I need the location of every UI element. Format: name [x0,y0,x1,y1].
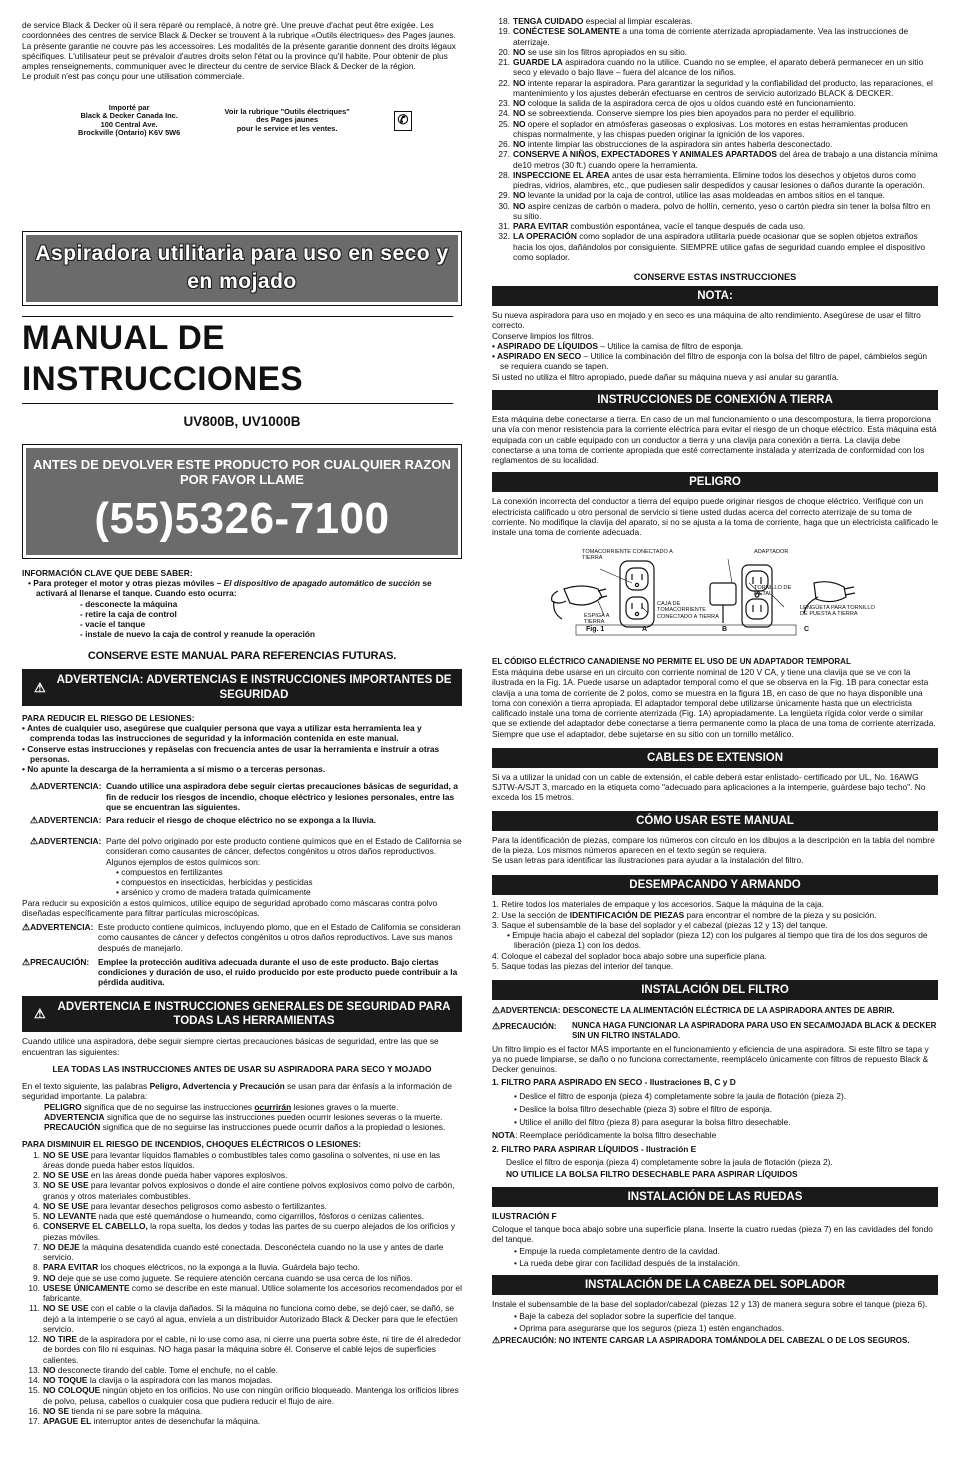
rule-keyword: NO [513,98,526,108]
safety-rule [22,1416,462,1426]
safety-rule [22,1211,462,1221]
warning-triangle-icon: ⚠ [22,922,31,933]
label-tomacorriente: TOMACORRIENTE CONECTADO A TIERRA [582,549,673,562]
unpacking-step: 3. Saque el subensamble de la base del soplador y el cabezal (piezas 12 y 13) del tanque. [492,919,828,930]
signal-words-intro: En el texto siguiente, las palabras Peligro, Advertencia y Precaución se usan para dar énfasis a la información de seguridad importante. La palabra: [22,1081,452,1102]
rule-text: intente limpiar las obstrucciones de la aspiradora sin antes haberla desconectado. [525,139,833,149]
rule-text: intente reparar la aspiradora. Para garantizar la seguridad y la confiabilidad del producto, las reparaciones, el mantenimiento y los ajustes deberán efectuarse en centros de servicio autorizado BLACK & DECKER. [513,77,933,98]
rule-text: para levantar desechos peligrosos como asbesto o fertilizantes. [88,1200,327,1211]
filter-bullet: • Deslice la bolsa filtro desechable (pieza 3) sobre el filtro de esponja. [514,1103,773,1114]
nota-text: Conserve limpios los filtros. [492,330,594,341]
rule-number: 25. [498,118,510,129]
rule-number: 28. [498,169,510,180]
rule-keyword: NO SE USE [43,1200,89,1211]
safety-rule [492,190,938,200]
warning-triangle-icon: ⚠ [492,1021,501,1032]
wheels-text: Coloque el tanque boca abajo sobre una superficie plana. Inserte la cuatro ruedas (pieza 7) en las cavidades del fondo del tanque. [492,1223,933,1244]
warning-triangle-icon: ⚠ [22,956,31,967]
rule-number: 24. [498,108,510,119]
french-paragraph: de service Black & Decker où il sera réparé ou remplacé, à notre gré. Une preuve d'achat peut être exigée. Les coordonnées des centres de service Black & Decker se trouvent à la rubrique «Outils électriques» des Pages jaunes. [22,20,456,41]
rule-text: nada que esté quemándose o humeando, como cigarrillos, fósforos o cenizas calientes. [96,1211,425,1222]
nota-bullet: • ASPIRADO EN SECO – Utilice la combinación del filtro de esponja con la bolsa del filtro de papel, cámbielos según se requiera cuando se tapen. [492,351,928,372]
wheels-subheading: ILUSTRACIÓN F [492,1211,557,1222]
product-title-box [22,231,462,306]
rule-keyword: NO SE USE [43,1303,89,1314]
peligro-definition: PELIGRO significa que de no seguirse las instrucciones ocurrirán lesiones graves o la muerte. [44,1101,399,1112]
how-to-use-text: Para la identificación de piezas, compare los números con círculo en los dibujos a la descripción en la tabla del nombre de la pieza. Los mismos números aparecen en el texto según se requiera. [492,834,935,855]
blower-bullet: • Oprima para asegurarse que los seguros (pieza 1) estén enganchados. [514,1323,785,1334]
rule-keyword: NO [43,1272,56,1283]
advertencia-row [22,836,462,898]
rule-text: levante la unidad por la caja de control, utilice las asas moldeadas en ambos sitios en el tanque. [525,190,885,201]
label-tornillo: TORNILLO DE METAL [754,585,792,598]
rule-text: los choques eléctricos, no la exponga a la lluvia. Guárdela bajo techo. [98,1262,360,1273]
rule-number: 23. [498,98,510,108]
extension-cords-header: CABLES DE EXTENSION [492,748,938,768]
rule-keyword: PARA EVITAR [513,221,569,231]
safety-rules-list [22,1150,462,1427]
filter-bullet: • Deslice el filtro de esponja (pieza 4) completamente sobre la jaula de flotación (pieza 2). [514,1090,847,1101]
importer-block [78,104,412,138]
french-paragraph: La présente garantie ne couvre pas les accessoires. Les modalités de la présente garantie donnent des droits légaux spécifiques. L'utilisateur peut se prévaloir d'autres droits selon l'état ou la province qu'il habite. Pour obtenir de plus amples renseignements, communiquer avec le directeur du centre de service Black & Decker de la région. [22,40,456,71]
peligro-header: PELIGRO [492,472,938,492]
filter-install-header: INSTALACIÓN DEL FILTRO [492,980,938,1000]
key-info-heading: INFORMACIÓN CLAVE QUE DEBE SABER: [22,567,193,578]
unpacking-header: DESEMPACANDO Y ARMANDO [492,875,938,895]
phone-number: (55)5326-7100 [94,493,390,543]
advertencia-text: Este producto contiene químicos, incluyendo plomo, que en el Estado de California se consideran como causantes de cáncer y defectos congénitos u otros daños reproductivos. Lave sus manos después de manejarlo. [98,922,461,953]
filter-text: Deslice el filtro de esponja (pieza 4) completamente sobre la jaula de flotación (pieza 2). [506,1156,833,1167]
nota-text: Si usted no utiliza el filtro apropiado, puede dañar su máquina nueva y así anular su garantía. [492,371,839,382]
rule-number: 7. [33,1241,40,1252]
rule-number: 1. [33,1149,40,1160]
safety-rule [492,231,938,262]
unpacking-step: 1. Retire todos los materiales de empaque y los accesorios. Saque la máquina de la caja. [492,899,824,910]
rule-number: 19. [498,26,510,37]
warning-header-general [22,996,462,1033]
rule-text: opere el soplador en atmósferas gaseosas o explosivas. Los motores en estas herramientas producen chispas normalmente, y las chispas pueden originar la ignición de los vapores. [513,118,908,139]
safety-rule [22,1170,462,1180]
injury-heading: PARA REDUCIR EL RIESGO DE LESIONES: [22,712,195,723]
rule-number: 6. [33,1221,40,1232]
filter-bullet: • Utilice el anillo del filtro (pieza 8) para asegurar la bolsa filtro desechable. [514,1117,791,1128]
safety-rule [492,98,938,108]
rule-keyword: NO [43,1364,56,1375]
rule-keyword: INSPECCIONE EL ÁREA [513,169,610,180]
injury-bullet: • Antes de cualquier uso, asegúrese que cualquier persona que vaya a utilizar esta herramienta lea y comprenda todas las instrucciones de seguridad y la información contenida en este manual. [22,723,422,744]
rule-keyword: NO SE USE [43,1180,89,1191]
safety-rule [22,1273,462,1283]
safety-rule [22,1262,462,1272]
rule-keyword: NO [513,139,526,149]
rule-keyword: NO COLOQUE [43,1385,101,1396]
nota-bullet: • ASPIRADO DE LÍQUIDOS – Utilice la camisa de filtro de esponja. [492,340,744,351]
rule-text: interruptor antes de desenchufar la máquina. [91,1416,261,1427]
safety-rule [22,1303,462,1334]
rule-keyword: NO [513,190,526,201]
rule-number: 4. [33,1200,40,1211]
safety-rule [492,149,938,170]
warning-triangle-icon: ⚠ [30,781,39,792]
voir-line: pour le service et les ventes. [236,123,338,133]
warning-title: ADVERTENCIA: ADVERTENCIAS E INSTRUCCIONES IMPORTANTES DE SEGURIDAD [56,674,452,701]
grounding-text: Esta máquina debe conectarse a tierra. En caso de un mal funcionamiento o una descompostura, la tierra proporciona una vía con menor resistencia para la corriente eléctrica para evitar el riesgo de un choque eléctrico. Esta máquina está equipada con un cable equipado con un conductor a tierra y una clavija para conexión a tierra. La clavija debe conectarse a una toma de corriente apropiada que esté correctamente instalada y aterrizada de conformidad con los reglamentos de su localidad. [492,414,937,465]
rule-text: para levantar líquidos flamables o combustibles tales como gasolina o solventes, ni use en las áreas donde pueda haber estos líquidos. [43,1149,441,1170]
filter-note: NOTA: Reemplace periódicamente la bolsa filtro desechable [492,1130,717,1141]
rule-keyword: CONÉCTESE SOLAMENTE [513,26,621,37]
precaucion-row [22,957,462,988]
safety-rule [492,170,938,191]
yellow-pages-note [225,108,350,134]
key-info-step: - instale de nuevo la caja de control y reanude la operación [80,629,316,640]
rule-number: 8. [33,1262,40,1273]
advertencia-definition: ADVERTENCIA significa que de no seguirse las instrucciones pueden ocurrir lesiones severas o la muerte. [44,1111,443,1122]
label-adaptador: ADAPTADOR [754,549,789,556]
unpacking-step: 2. Use la sección de IDENTIFICACIÓN DE PIEZAS para encontrar el nombre de la pieza y su posición. [492,909,877,920]
rule-keyword: APAGUE EL [43,1416,92,1427]
advertencia-text: Parte del polvo originado por este producto contiene químicos que en el Estado de California se consideran como causantes de cáncer, defectos congénitos u otros daños reproductivos. Algunos ejemplos de estos químicos son: [106,836,462,867]
key-info-step: - desconecte la máquina [80,598,178,609]
blower-precaution: ⚠PRECAUCIÓN: NO INTENTE CARGAR LA ASPIRADORA TOMÁNDOLA DEL CABEZAL O DE LOS SEGUROS. [492,1335,910,1346]
fire-risk-heading: PARA DISMINUIR EL RIESGO DE INCENDIOS, CHOQUES ELÉCTRICOS O LESIONES: [22,1139,362,1150]
safety-rule [22,1334,462,1365]
right-column [492,0,938,1346]
rule-number: 9. [33,1272,40,1283]
rule-text: la clavija o la aspiradora con las manos mojadas. [87,1375,273,1386]
rule-number: 3. [33,1180,40,1191]
rule-number: 30. [498,200,510,211]
safety-rule [492,16,938,26]
rule-number: 17. [28,1416,40,1427]
advertencia-label: ADVERTENCIA: [30,922,94,933]
rule-number: 26. [498,139,510,149]
advertencia-label: ADVERTENCIA: [38,836,102,847]
injury-bullet: • Conserve estas instrucciones y repáselas con frecuencia antes de usar la herramienta e instruir a otras personas. [22,743,440,764]
safety-rule [492,47,938,57]
figure-grounding [492,543,938,647]
blower-text: Instale el subensamble de la base del soplador/cabezal (piezas 12 y 13) de manera segura sobre el tanque (pieza 6). [492,1298,928,1309]
rule-number: 16. [28,1405,40,1416]
nota-header: NOTA: [492,286,938,306]
rule-keyword: NO TOQUE [43,1375,88,1386]
outlet-illustration [492,543,938,647]
filter-warning: ⚠ADVERTENCIA: DESCONECTE LA ALIMENTACIÓN ELÉCTRICA DE LA ASPIRADORA ANTES DE ABRIR. [492,1005,895,1016]
rule-text: ningún objeto en los orificios. No use con ningún orificio bloqueado. Mantenga los orificios libres de polvo, pelusa, cabellos o cualquier cosa que pudiera reducir el flujo de aire. [43,1385,459,1406]
safety-rule [22,1406,462,1416]
filter-warning-text: NO UTILICE LA BOLSA FILTRO DESECHABLE PARA ASPIRAR LÍQUIDOS [506,1169,798,1180]
rule-keyword: NO [513,200,526,211]
safety-rule [492,78,938,99]
rule-keyword: PARA EVITAR [43,1262,99,1273]
safety-rule [492,57,938,78]
french-paragraph: Le produit n'est pas conçu pour une utilisation commerciale. [22,71,245,82]
filter-subheading: 2. FILTRO PARA ASPIRAR LÍQUIDOS - Ilustración E [492,1143,697,1154]
rule-text: se sobreextienda. Conserve siempre los pies bien apoyados para no perder el equilibrio. [525,108,857,119]
rule-text: antes de usar esta herramienta. Elimine todos los desechos y objetos duros como piedras, vidrios, alambres, etc., que pudiesen salir despedidos y causar lesiones o daños durante la operación. [513,169,925,190]
key-info-step: - vacíe el tanque [80,619,146,630]
importer-line: Importé par [108,102,150,112]
advertencia-label: ADVERTENCIA: [38,815,102,826]
safety-rule [22,1180,462,1201]
model-numbers: UV800B, UV1000B [183,413,301,429]
rule-keyword: LA OPERACIÓN [513,231,577,242]
canadian-code-heading: EL CÓDIGO ELÉCTRICO CANADIENSE NO PERMITE EL USO DE UN ADAPTADOR TEMPORAL [492,657,851,667]
rule-number: 18. [498,16,510,26]
blower-head-header: INSTALACIÓN DE LA CABEZA DEL SOPLADOR [492,1275,938,1295]
precaucion-text: Emplee la protección auditiva adecuada durante el uso de este producto. Bajo ciertas condiciones y duración de uso, el ruido producido por este producto puede contribuir a la pérdida auditiva. [98,956,458,988]
rule-keyword: CONSERVE EL CABELLO, [43,1221,148,1232]
safety-rule [22,1283,462,1304]
precaucion-label: PRECAUCIÓN: [30,956,90,967]
advertencia-text: Para reducir el riesgo de choque eléctrico no se exponga a la lluvia. [106,815,376,826]
left-column [22,0,462,1426]
figure-caption: Fig. 1 [586,626,605,634]
rule-text: coloque la salida de la aspiradora cerca de ojos u oídos cuando esté en funcionamiento. [525,98,856,108]
rule-text: a una toma de corriente aterrizada apropiadamente. Vea las instrucciones de aterrizaje. [513,26,909,47]
rule-keyword: CONSERVE A NIÑOS, EXPECTADORES Y ANIMALES APARTADOS [513,149,777,160]
chemical-item: • compuestos en insecticidas, herbicidas y pesticidas [116,877,313,888]
safety-rule [492,221,938,231]
label-espiga: ESPIGA A TIERRA [584,613,610,626]
rule-text: como se describe en este manual. Utilice solamente los accesorios recomendados por el fabricante. [43,1282,462,1304]
importer-line: Black & Decker Canada Inc. [80,111,178,121]
rule-keyword: GUARDE LA [513,57,563,67]
rule-keyword: NO [513,77,526,88]
injury-bullet: • No apunte la descarga de la herramienta a sí mismo o a terceras personas. [22,764,326,775]
rule-number: 20. [498,46,510,57]
rule-number: 22. [498,77,510,88]
rule-keyword: USESE ÚNICAMENTE [43,1282,130,1293]
extension-cords-text: Si va a utilizar la unidad con un cable de extensión, el cable deberá estar enlistado- certificado por UL, No. 16AWG SJTW-A/SJT 3, marcado en la etiqueta como "adecuado para aplicaciones a la intemperie, guárdese bajo techo". No exceda los 15 metros. [492,771,926,803]
safety-rule [22,1221,462,1242]
safety-rule [22,1242,462,1263]
reduce-exposure-text: Para reducir su exposición a estos químicos, utilice equipo de seguridad aprobado como máscaras contra polvo diseñadas específicamente para filtrar partículas microscópicas. [22,897,438,918]
voir-line: des Pages jaunes [256,115,319,125]
safety-rule [22,1375,462,1385]
rule-keyword: NO LEVANTE [43,1211,97,1222]
rule-keyword: TENGA CUIDADO [513,16,584,26]
rule-keyword: NO SE USE [43,1170,89,1181]
rule-number: 21. [498,57,510,67]
peligro-text: La conexión incorrecta del conductor a tierra del equipo puede originar riesgos de choque eléctrico. Verifique con un electricista calificado u otro personal de servicio si tiene usted dudas acerca del correcto aterrizaje de su toma de corriente. No modifique la clavija del aparato, si no se ajusta a la toma de corriente, haga que un electricista calificado le instale una toma de corriente adecuada. [492,496,938,538]
rule-text: del área de trabajo a una distancia mínima de10 metros (30 ft.) cuando opere la herramienta. [513,149,938,170]
rule-text: como soplador de una aspiradora utilitaria puede ocasionar que se soplen objetos extraños hacia los ojos, dañándolos por consiguiente. SIEMPRE utilice gafas de seguridad cuando emplee el dispositivo como soplador. [513,231,926,262]
warning-triangle-icon: ⚠ [34,679,46,695]
rule-text: se use sin los filtros apropiados en su sitio. [525,46,688,57]
importer-line: Brockville (Ontario) K6V 5W6 [78,128,181,138]
canadian-code-text: Esta máquina debe usarse en un circuito con corriente nominal de 120 V CA, y tiene una clavija que se ve con la ilustrada en la Fig. 1A. Puede usarse un adaptador temporal como el que se observa en la Fig. 1B para conectar esta clavija a una toma de corriente de 2 polos, como se muestra en la figura 1B, en caso de que no haya disponible una toma con conexión a tierra apropiada. El adaptador temporal debe utilizarse únicamente hasta que un electricista calificado instale una toma de corriente aterrizada (Fig. 1A) apropiadamente. La lengüeta rígida color verde o similar que se extiende del adaptador debe conectarse a tierra permanente como la placa de una toma de corriente aterrizada. Siempre que use el adaptador, debe sujetarse en su sitio con un tornillo metálico. [492,667,936,739]
rule-text: combustión espontánea, vacíe el tanque después de cada uso. [568,221,806,231]
chemical-item: • compuestos en fertilizantes [116,866,223,877]
rule-number: 27. [498,149,510,160]
rule-number: 32. [498,231,510,242]
safety-rule [22,1365,462,1375]
label-caja: CAJA DE TOMACORRIENTE CONECTADO A TIERRA [657,601,719,620]
rule-keyword: NO SE USE [43,1149,89,1160]
warning-triangle-icon: ⚠ [492,1005,501,1016]
rule-number: 5. [33,1211,40,1222]
rule-text: la máquina desatendida cuando esté conectada. Desconéctela cuando no la use y antes de darle servicio. [43,1241,444,1263]
figure-label-a: A [642,626,648,634]
conserve-instructions-heading: CONSERVE ESTAS INSTRUCCIONES [633,272,797,282]
wheels-bullet: • La rueda debe girar con facilidad después de la instalación. [514,1258,740,1269]
rule-number: 13. [28,1364,40,1375]
rule-text: especial al limpiar escaleras. [583,16,693,26]
phone-box [22,444,462,559]
rule-text: deje que se use como juguete. Se requiere atención cercana cuando se usa cerca de los niños. [55,1272,413,1283]
rule-text: en las áreas donde pueda haber vapores explosivos. [88,1170,288,1181]
chemical-item: • arsénico y cromo de madera tratada químicamente [116,887,311,898]
voir-line: Voir la rubrique "Outils électriques" [224,106,350,116]
grounding-header: INSTRUCCIONES DE CONEXIÓN A TIERRA [492,390,938,410]
rule-keyword: NO SE [43,1405,70,1416]
warning-triangle-icon: ⚠ [30,815,39,826]
rule-keyword: NO [513,46,526,57]
advertencia-row [22,815,462,826]
french-warranty [22,0,462,82]
rule-keyword: NO DEJE [43,1241,80,1252]
warning-header-important [22,669,462,706]
rule-text: desconecte tirando del cable. Tome el enchufe, no el cable. [55,1364,278,1375]
precaucion-definition: PRECAUCIÓN significa que de no seguirse las instrucciones puede ocurrir daños a la propiedad o lesiones. [44,1122,446,1133]
rule-number: 11. [28,1303,40,1314]
filter-text: Un filtro limpio es el factor MÁS importante en el funcionamiento y eficiencia de una aspiradora. Si este filtro se tapa y ya no puede limpiarse, se daño o no funciona correctamente, reemplácelo únicamente con filtros de repuesto Black & Decker genuinos. [492,1043,929,1075]
rule-text: de la aspiradora por el cable, ni lo use como asa, ni cierre una puerta sobre éste, ni tire de él alrededor de bordes con filo ni esquinas. NO haga pasar la máquina sobre él. Conserve el cable lejos de superficies calientes. [43,1334,462,1365]
warning-triangle-icon: ⚠ [492,1335,501,1346]
advertencia-label: ADVERTENCIA: [38,781,102,792]
read-all-heading: LEA TODAS LAS INSTRUCCIONES ANTES DE USAR SU ASPIRADORA PARA SECO Y MOJADO [52,1063,432,1074]
rule-text: aspire cenizas de carbón o madera, polvo de hollín, cemento, yeso o cartón piedra sin tener la bolsa filtro en su sitio. [513,200,931,221]
safety-rule [22,1150,462,1171]
rule-keyword: NO [513,108,526,119]
advertencia-row [22,781,462,812]
safety-rule [492,201,938,222]
product-title: Aspiradora utilitaria para uso en seco y en mojado [26,235,458,302]
rule-text: con el cable o la clavija dañados. Si la máquina no funciona como debe, se dejó caer, se dañó, se dejó a la intemperie o se cayó al agua, envíela a un distribuidor Autorizado Black & Decker para que le efectúen servicio. [43,1303,458,1334]
safety-rule [22,1201,462,1211]
safety-rule [492,26,938,47]
figure-label-b: B [722,626,728,634]
advertencia-row [22,922,462,953]
yellow-pages-logo-icon: ✆ [394,111,412,131]
rule-text: tienda ni se pare sobre la máquina. [69,1405,203,1416]
rule-number: 15. [28,1385,40,1396]
wheels-header: INSTALACIÓN DE LAS RUEDAS [492,1187,938,1207]
rule-number: 14. [28,1375,40,1386]
rule-text: la ropa suelta, los dedos y todas las partes de su cuerpo alejados de los orificios y piezas móviles. [43,1221,456,1242]
importer-line: 100 Central Ave. [100,119,158,129]
key-info [22,568,462,640]
advertencia-text: Cuando utilice una aspiradora debe seguir ciertas precauciones básicas de seguridad, a fin de reducir los riesgos de incendio, choque eléctrico y lesiones personales, entre las que se encuentran las siguientes. [106,781,458,812]
phone-instructions: ANTES DE DEVOLVER ESTE PRODUCTO POR CUALQUIER RAZON POR FAVOR LLAME [33,456,451,487]
safety-rule [492,108,938,118]
warning-title: ADVERTENCIA E INSTRUCCIONES GENERALES DE SEGURIDAD PARA TODAS LAS HERRAMIENTAS [57,1000,451,1027]
unpacking-step: 4. Coloque el cabezal del soplador boca abajo sobre una superficie plana. [492,950,767,961]
rule-text: aspiradora cuando no la utilice. Cuando no se emplee, el aparato deberá permanecer en un sitio seco y elevado o bajo llave – fuera del alcance de los niños. [513,57,924,78]
safety-rules-list-continued [492,0,938,262]
safety-rule [492,139,938,149]
conserve-manual-heading: CONSERVE ESTE MANUAL PARA REFERENCIAS FUTURAS. [87,649,397,662]
key-info-bullet: • Para proteger el motor y otras piezas móviles – El dispositivo de apagado automático de succión se activará al llenarse el tanque. Cuando esto ocurra: [28,578,432,599]
rule-number: 2. [33,1170,40,1181]
rule-number: 10. [28,1282,40,1293]
blower-bullet: • Baje la cabeza del soplador sobre la superficie del tanque. [514,1310,737,1321]
rule-number: 12. [28,1334,40,1345]
warning-triangle-icon: ⚠ [34,1005,46,1021]
figure-label-c: C [804,626,810,634]
key-info-step: - retire la caja de control [80,608,177,619]
unpacking-substep: • Empuje hacia abajo el cabezal del soplador (pieza 12) con los pulgares al tiempo que tira de los dos seguros de liberación (pieza 1) con los dedos. [507,930,928,951]
wheels-bullet: • Empuje la rueda completamente dentro de la cavidad. [514,1246,720,1257]
filter-subheading: 1. FILTRO PARA ASPIRADO EN SECO - Ilustraciones B, C y D [492,1077,736,1088]
rule-keyword: NO [513,118,526,129]
general-intro: Cuando utilice una aspiradora, debe seguir siempre ciertas precauciones básicas de seguridad, entre las que se encuentran las siguientes: [22,1036,439,1057]
rule-keyword: NO TIRE [43,1334,77,1345]
rule-number: 31. [498,221,510,231]
manual-title: MANUAL DE INSTRUCCIONES [22,316,453,404]
importer-address [78,104,180,138]
filter-precaution: ⚠PRECAUCIÓN: NUNCA HAGA FUNCIONAR LA ASPIRADORA PARA USO EN SECA/MOJADA BLACK & DECKER SIN UN FILTRO INSTALADO. [492,1021,937,1040]
safety-rule [492,119,938,140]
how-to-use-text: Se usan letras para identificar las ilustraciones para ayudar a la instalación del filtro. [492,855,804,866]
how-to-use-header: CÓMO USAR ESTE MANUAL [492,811,938,831]
general-safety [22,1036,462,1426]
label-lengueta: LENGÜETA PARA TORNILLO DE PUESTA A TIERRA [800,605,875,618]
unpacking-step: 5. Saque todas las piezas del interior del tanque. [492,960,674,971]
rule-number: 29. [498,190,510,201]
injury-section [22,713,462,988]
rule-text: para levantar polvos explosivos o donde el aire contiene polvos explosivos como polvo de carbón, granos y otros materiales combustibles. [43,1180,455,1201]
nota-text: Su nueva aspiradora para uso en mojado y en seco es una máquina de alto rendimiento. Asegúrese de usar el filtro correcto. [492,310,921,331]
warning-triangle-icon: ⚠ [30,836,39,847]
safety-rule [22,1385,462,1406]
